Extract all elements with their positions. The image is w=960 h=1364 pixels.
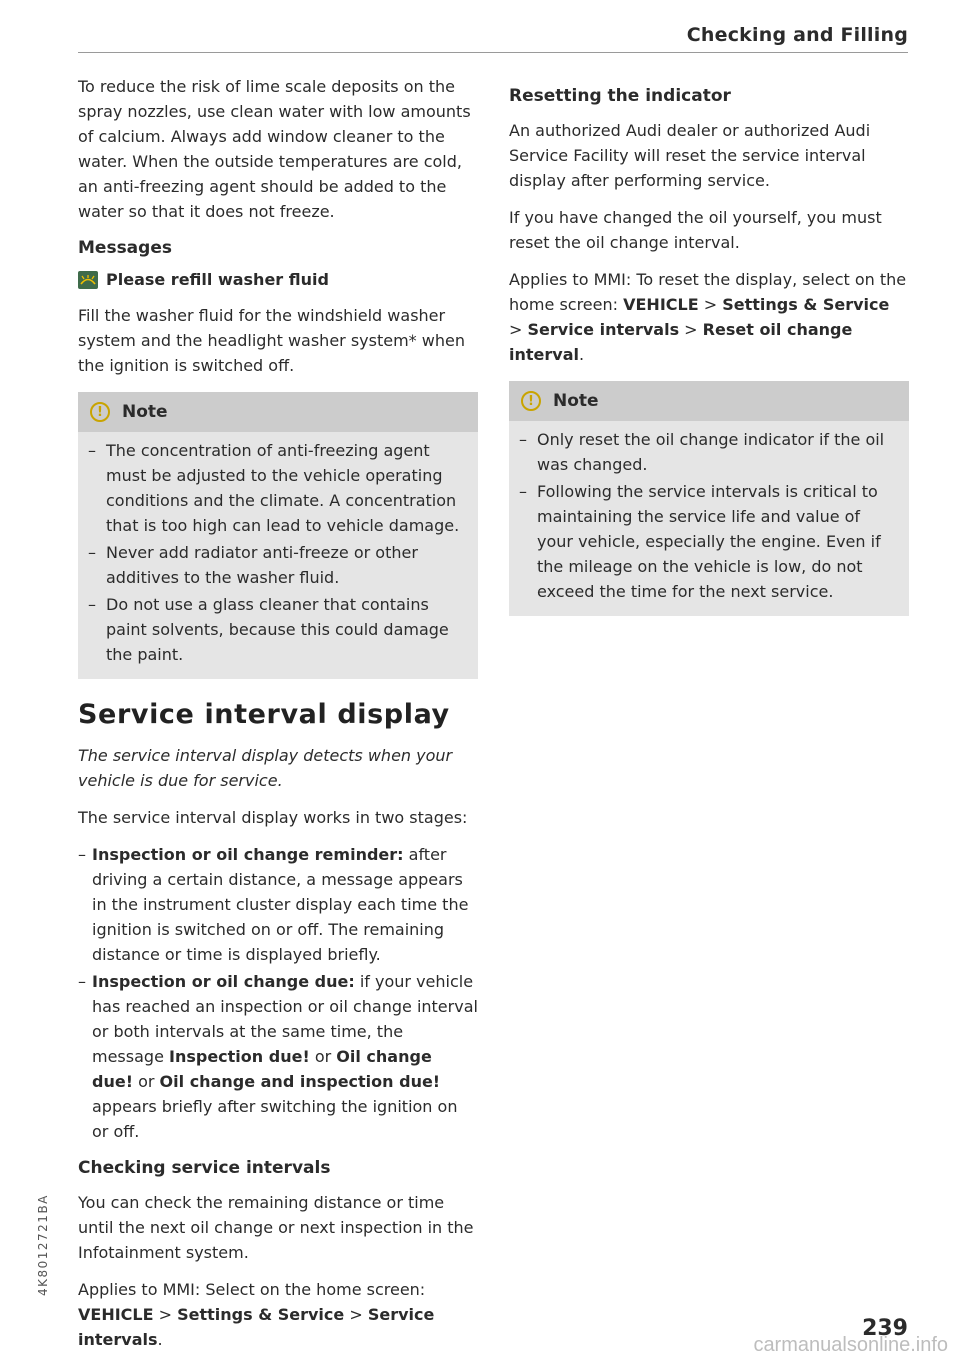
note-item: – The concentration of anti-freezing agent must be adjusted to the vehicle operating conditions and the climate. A concentration that is too high can lead to vehicle damage. bbox=[88, 438, 468, 538]
path-sep: > bbox=[153, 1305, 178, 1324]
washer-message-body: Fill the washer fluid for the windshield washer system and the headlight washer system* when the ignition is switched off. bbox=[78, 306, 465, 375]
note-exclamation-icon: ! bbox=[90, 402, 110, 422]
path-sep: > bbox=[344, 1305, 368, 1324]
document-code: 4K8012721BA bbox=[36, 1194, 50, 1296]
menu-path-vehicle: VEHICLE bbox=[78, 1305, 154, 1324]
stage-text: or bbox=[309, 1047, 337, 1066]
checking-heading: Checking service intervals bbox=[78, 1158, 331, 1178]
checking-mmi-path bbox=[78, 1277, 478, 1352]
stage-text: after driving a certain distance, a message appears in the instrument cluster display each time the ignition is switched on or off. The remaining distance or time is displayed briefly. bbox=[92, 845, 469, 964]
note-item: – Only reset the oil change indicator if the oil was changed. bbox=[519, 427, 899, 477]
section-title: Service interval display bbox=[78, 699, 450, 730]
page-header-title: Checking and Filling bbox=[686, 24, 908, 46]
stage-text: if your vehicle has reached an inspection or oil change interval or both intervals at the same time, the message bbox=[92, 972, 478, 1066]
menu-path-vehicle: VEHICLE bbox=[623, 295, 699, 314]
menu-path-service-intervals: Service intervals bbox=[78, 1305, 435, 1349]
note-header bbox=[78, 392, 478, 432]
stage-label: Inspection or oil change reminder: bbox=[92, 845, 404, 864]
note-box-reset bbox=[509, 381, 909, 616]
menu-path-settings: Settings & Service bbox=[722, 295, 890, 314]
stage-label: Inspection or oil change due: bbox=[92, 972, 355, 991]
path-sep: > bbox=[698, 295, 723, 314]
message-oil-and-inspection-due: Oil change and inspection due! bbox=[159, 1072, 441, 1091]
stage-item-reminder bbox=[78, 842, 478, 967]
watermark: carmanualsonline.info bbox=[753, 1334, 948, 1356]
header-rule bbox=[78, 52, 908, 53]
note-exclamation-icon: ! bbox=[521, 391, 541, 411]
messages-heading: Messages bbox=[78, 238, 172, 258]
path-sep: > bbox=[509, 320, 528, 339]
note-label: Note bbox=[553, 391, 599, 411]
note-header bbox=[509, 381, 909, 421]
note-item: – Never add radiator anti-freeze or other additives to the washer fluid. bbox=[88, 540, 468, 590]
checking-paragraph: You can check the remaining distance or time until the next oil change or next inspection in the Infotainment system. bbox=[78, 1193, 474, 1262]
note-item: – Do not use a glass cleaner that contains paint solvents, because this could damage the paint. bbox=[88, 592, 468, 667]
stage-text: appears briefly after switching the ignition on or off. bbox=[92, 1097, 458, 1141]
resetting-paragraph-self: If you have changed the oil yourself, you must reset the oil change interval. bbox=[509, 208, 882, 252]
section-lead: The service interval display detects when your vehicle is due for service. bbox=[78, 746, 453, 790]
left-column bbox=[78, 74, 478, 1364]
washer-fluid-icon bbox=[78, 271, 98, 289]
stages-intro: The service interval display works in two stages: bbox=[78, 808, 468, 827]
mmi-prefix: Applies to MMI: To reset the display, select on the home screen: bbox=[509, 270, 907, 314]
page-number: 239 bbox=[862, 1316, 908, 1341]
resetting-paragraph-dealer: An authorized Audi dealer or authorized Audi Service Facility will reset the service interval display after performing service. bbox=[509, 121, 871, 190]
menu-path-settings: Settings & Service bbox=[177, 1305, 345, 1324]
note-label: Note bbox=[122, 402, 168, 422]
mmi-prefix: Applies to MMI: Select on the home screen: bbox=[78, 1280, 426, 1299]
note-item: – Following the service intervals is critical to maintaining the service life and value of your vehicle, especially the engine. Even if the mileage on the vehicle is low, do not exceed the time for the next service. bbox=[519, 479, 899, 604]
resetting-heading: Resetting the indicator bbox=[509, 86, 731, 106]
message-inspection-due: Inspection due! bbox=[169, 1047, 310, 1066]
path-sep: > bbox=[679, 320, 703, 339]
menu-path-service-intervals: Service intervals bbox=[527, 320, 680, 339]
message-oil-change-due: Oil change due! bbox=[92, 1047, 432, 1091]
washer-message-label: Please refill washer fluid bbox=[106, 270, 329, 289]
path-end: . bbox=[157, 1330, 163, 1349]
stage-item-due bbox=[78, 969, 478, 1144]
menu-path-reset-oil: Reset oil change interval bbox=[509, 320, 853, 364]
right-column bbox=[509, 74, 909, 634]
path-end: . bbox=[578, 345, 585, 364]
stage-text: or bbox=[133, 1072, 160, 1091]
washer-message-title bbox=[78, 270, 478, 289]
note-box-washer bbox=[78, 392, 478, 679]
intro-paragraph: To reduce the risk of lime scale deposits on the spray nozzles, use clean water with low amounts of calcium. Always add window cleaner to the water. When the outside temperatures are cold, an anti-freezing agent should be added to the water so that it does not freeze. bbox=[78, 77, 471, 221]
stages-list bbox=[78, 842, 478, 1144]
resetting-mmi-path bbox=[509, 267, 909, 367]
